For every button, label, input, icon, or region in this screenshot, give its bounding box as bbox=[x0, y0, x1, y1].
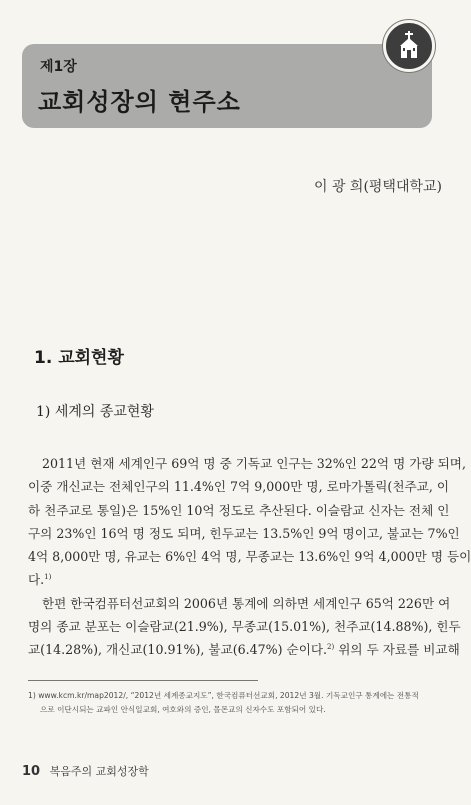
footnote-line: 으로 이단시되는 교파인 안식일교회, 여호와의 증인, 몰몬교의 신자수도 포함되어 있다. bbox=[40, 705, 326, 714]
paragraph-line: 이중 개신교는 전체인구의 11.4%인 7억 9,000만 명, 로마가톨릭(천주교, 이 bbox=[28, 479, 449, 495]
paragraph-text: 교(14.28%), 개신교(10.91%), 불교(6.47%) 순이다. bbox=[28, 642, 328, 658]
footnote-ref: 2) bbox=[327, 643, 335, 652]
footnote-ref: 1) bbox=[44, 573, 52, 582]
body-text bbox=[28, 452, 471, 662]
paragraph-line: 2011년 현재 세계인구 69억 명 중 기독교 인구는 32%인 22억 명 가량 되며, bbox=[42, 456, 466, 471]
chapter-title: 교회성장의 현주소 bbox=[38, 88, 241, 116]
church-icon bbox=[383, 20, 435, 72]
chapter-header bbox=[22, 44, 432, 128]
subsection-heading: 1) 세계의 종교현황 bbox=[36, 404, 154, 420]
paragraph-line-last bbox=[28, 638, 460, 661]
footnote-line: 1) www.kcm.kr/map2012/, “2012년 세계종교지도”, 한국컴퓨터선교회, 2012년 3월. 기독교인구 통계에는 전통적 bbox=[28, 691, 419, 700]
running-title: 복음주의 교회성장학 bbox=[49, 765, 149, 778]
paragraph-line: 한편 한국컴퓨터선교회의 2006년 통계에 의하면 세계인구 65억 226만 여 bbox=[42, 595, 451, 611]
paragraph-line: 4억 8,000만 명, 유교는 6%인 4억 명, 무종교는 13.6%인 9억 4,000만 명 등이 bbox=[28, 549, 471, 565]
footnote-divider bbox=[28, 680, 258, 681]
footnote bbox=[28, 689, 448, 717]
paragraph-line: 명의 종교 분포는 이슬람교(21.9%), 무종교(15.01%), 천주교(14.88%), 힌두 bbox=[28, 619, 461, 635]
page-footer bbox=[22, 763, 149, 779]
author-line: 이 광 희(평택대학교) bbox=[313, 179, 442, 195]
paragraph-text: 다. bbox=[28, 572, 45, 588]
section-heading: 1. 교회현황 bbox=[34, 348, 124, 368]
paragraph-text: 위의 두 자료를 비교해 bbox=[334, 642, 460, 658]
paragraph-line: 하 천주교로 통일)은 15%인 10억 정도로 추산된다. 이슬람교 신자는 전체 인 bbox=[28, 502, 450, 518]
chapter-number: 제1장 bbox=[40, 59, 77, 75]
page-number: 10 bbox=[22, 764, 41, 779]
paragraph-line: 구의 23%인 16억 명 정도 되며, 힌두교는 13.5%인 9억 명이고, 불교는 7%인 bbox=[28, 525, 460, 541]
paragraph-line-last bbox=[28, 568, 446, 591]
